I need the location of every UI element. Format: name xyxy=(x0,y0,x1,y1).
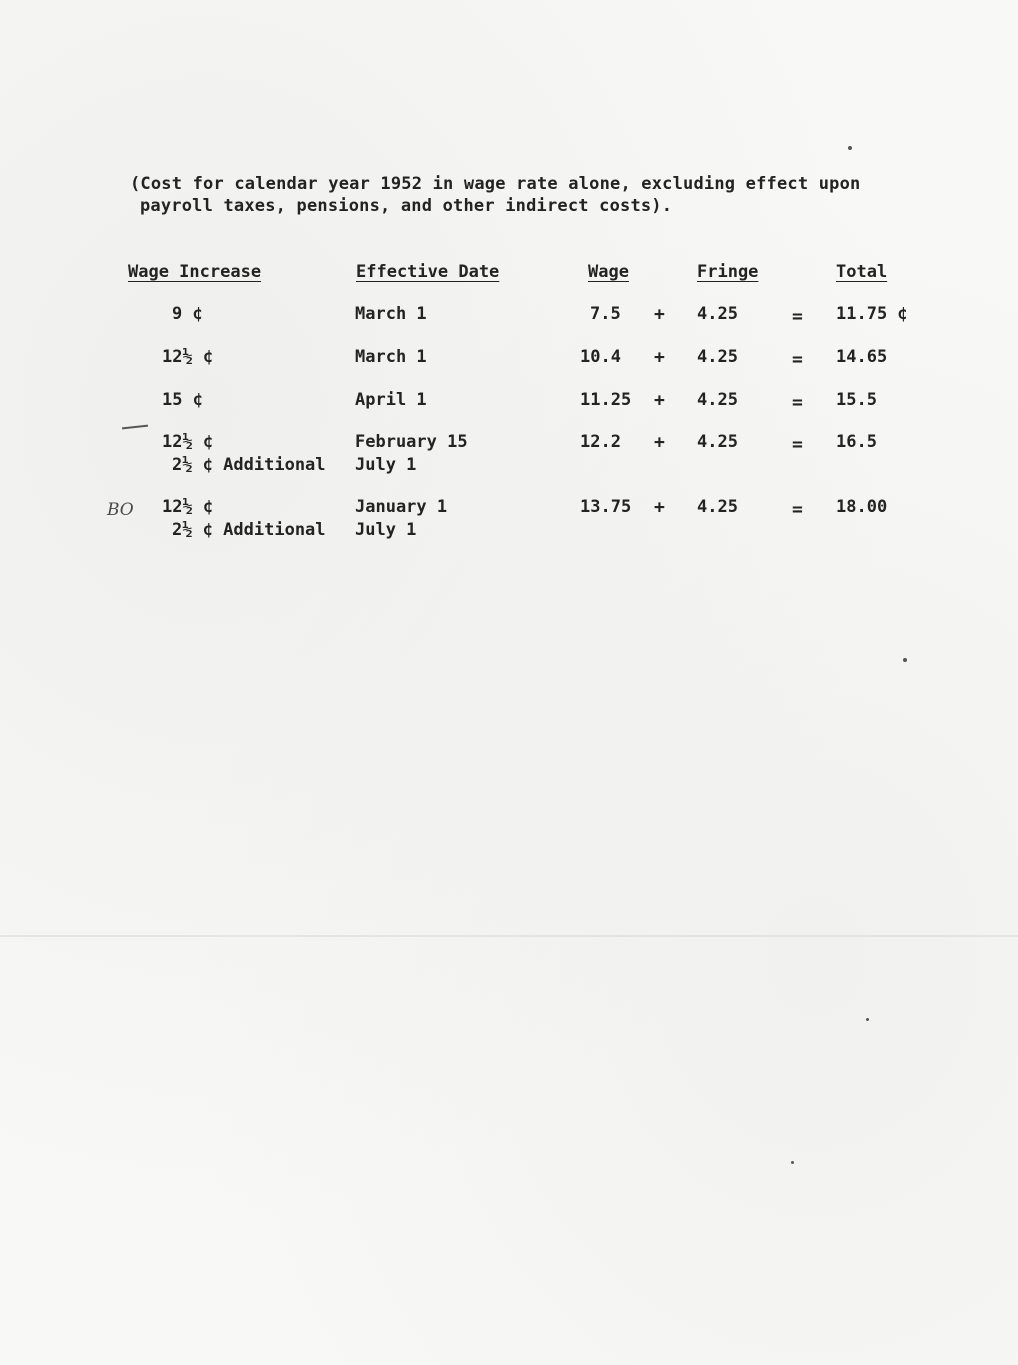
fringe-cell: 4.25 xyxy=(697,304,738,324)
ink-speck xyxy=(791,1161,794,1164)
header-wage: Wage xyxy=(588,262,629,282)
additional-increase-cell: 2½ ¢ Additional xyxy=(172,455,326,475)
effective-date-cell: March 1 xyxy=(355,347,427,367)
total-cell: 16.5 xyxy=(836,432,877,452)
ink-speck xyxy=(903,658,907,662)
header-wage-increase: Wage Increase xyxy=(128,262,262,282)
fringe-cell: 4.25 xyxy=(697,432,738,452)
additional-date-cell: July 1 xyxy=(355,520,417,540)
cost-note-line-1: (Cost for calendar year 1952 in wage rate alone, excluding effect upon xyxy=(130,174,861,194)
equals-sign: = xyxy=(792,392,803,413)
plus-sign: + xyxy=(654,304,665,325)
wage-increase-cell: 12½ ¢ xyxy=(162,497,214,517)
additional-date-cell: July 1 xyxy=(355,455,417,475)
plus-sign: + xyxy=(654,347,665,368)
plus-sign: + xyxy=(654,497,665,518)
total-cell: 18.00 xyxy=(836,497,888,517)
wage-increase-cell: 15 ¢ xyxy=(162,390,203,410)
equals-sign: = xyxy=(792,306,803,327)
fringe-cell: 4.25 xyxy=(697,497,738,517)
handwritten-note: BO xyxy=(107,500,134,520)
total-cell: 11.75 ¢ xyxy=(836,304,908,324)
equals-sign: = xyxy=(792,434,803,455)
paper-fold xyxy=(0,935,1018,937)
plus-sign: + xyxy=(654,432,665,453)
equals-sign: = xyxy=(792,499,803,520)
equals-sign: = xyxy=(792,349,803,370)
cost-note-line-2: payroll taxes, pensions, and other indirect costs). xyxy=(140,196,673,216)
wage-increase-cell: 12½ ¢ xyxy=(162,432,214,452)
wage-cell: 7.5 xyxy=(590,304,621,324)
header-total: Total xyxy=(836,262,888,282)
additional-increase-cell: 2½ ¢ Additional xyxy=(172,520,326,540)
ink-speck xyxy=(866,1018,869,1021)
wage-increase-cell: 9 ¢ xyxy=(172,304,203,324)
ink-speck xyxy=(848,146,852,150)
fringe-cell: 4.25 xyxy=(697,390,738,410)
header-effective-date: Effective Date xyxy=(356,262,500,282)
header-fringe: Fringe xyxy=(697,262,759,282)
fringe-cell: 4.25 xyxy=(697,347,738,367)
cost-note xyxy=(130,173,860,217)
effective-date-cell: March 1 xyxy=(355,304,427,324)
total-cell: 15.5 xyxy=(836,390,877,410)
total-cell: 14.65 xyxy=(836,347,888,367)
effective-date-cell: February 15 xyxy=(355,432,468,452)
wage-cell: 10.4 xyxy=(580,347,621,367)
wage-cell: 12.2 xyxy=(580,432,621,452)
effective-date-cell: April 1 xyxy=(355,390,427,410)
wage-cell: 13.75 xyxy=(580,497,632,517)
wage-increase-cell: 12½ ¢ xyxy=(162,347,214,367)
plus-sign: + xyxy=(654,390,665,411)
effective-date-cell: January 1 xyxy=(355,497,448,517)
wage-cell: 11.25 xyxy=(580,390,632,410)
